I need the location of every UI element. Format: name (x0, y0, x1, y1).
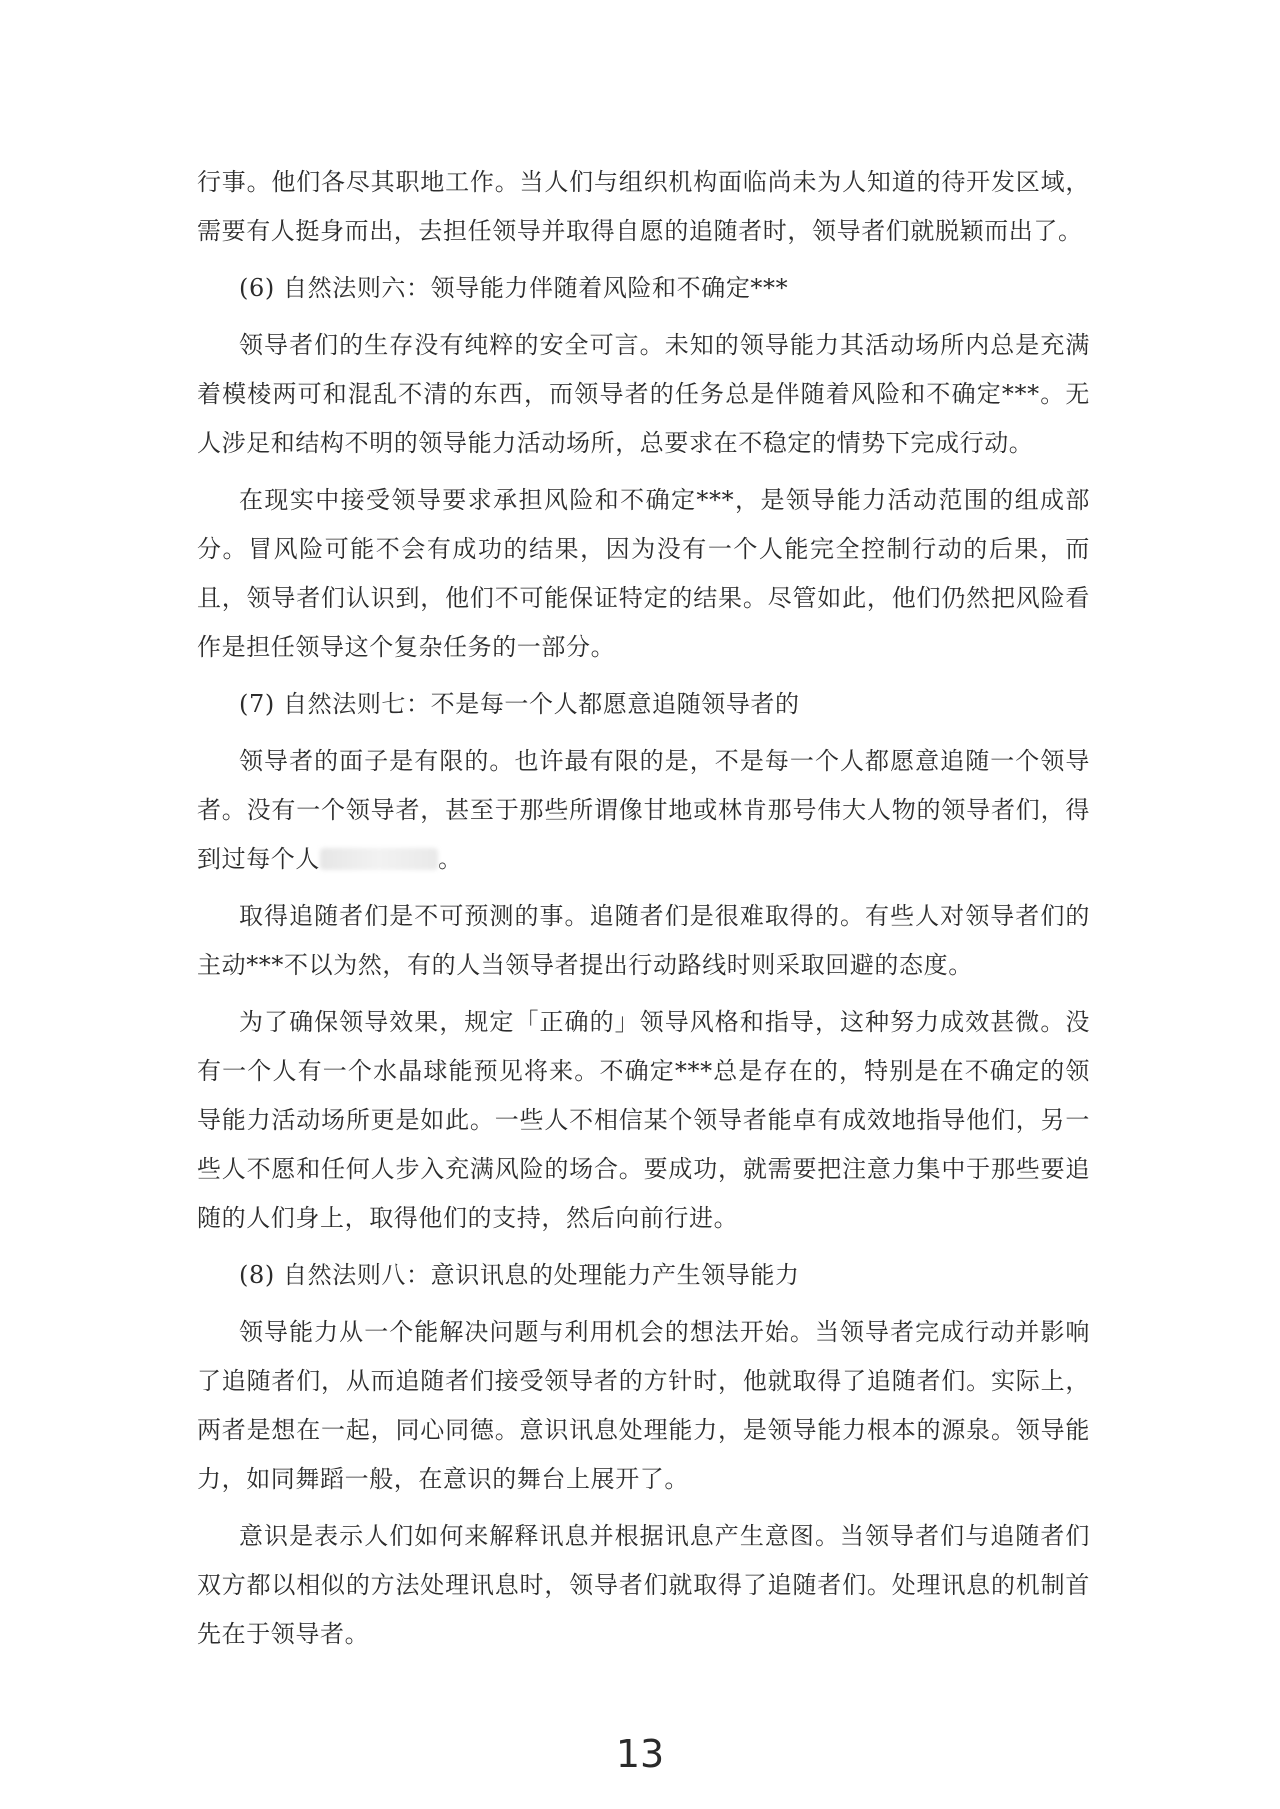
paragraph-8: 意识是表示人们如何来解释讯息并根据讯息产生意图。当领导者们与追随者们双方都以相似的方法处理讯息时，领导者们就取得了追随者们。处理讯息的机制首先在于领导者。 (197, 1522, 1090, 1648)
paragraph-4-tail: 。 (438, 845, 463, 873)
paragraph-1: 行事。他们各尽其职地工作。当人们与组织机构面临尚未为人知道的待开发区域，需要有人挺身而出，去担任领导并取得自愿的追随者时，领导者们就脱颖而出了。 (197, 168, 1090, 245)
paragraph-6: 为了确保领导效果，规定「正确的」领导风格和指导，这种努力成效甚微。没有一个人有一个水晶球能预见将来。不确定***总是存在的，特别是在不确定的领导能力活动场所更是如此。一些人不相信某个领导者能卓有成效地指导他们，另一些人不愿和任何人步入充满风险的场合。要成功，就需要把注意力集中于那些要追随的人们身上，取得他们的支持，然后向前行进。 (197, 1008, 1090, 1232)
paragraph-2: 领导者们的生存没有纯粹的安全可言。未知的领导能力其活动场所内总是充满着模棱两可和混乱不清的东西，而领导者的任务总是伴随着风险和不确定***。无人涉足和结构不明的领导能力活动场所，总要求在不稳定的情势下完成行动。 (197, 331, 1090, 457)
paragraph-7: 领导能力从一个能解决问题与利用机会的想法开始。当领导者完成行动并影响了追随者们，从而追随者们接受领导者的方针时，他就取得了追随者们。实际上，两者是想在一起，同心同德。意识讯息处理能力，是领导能力根本的源泉。领导能力，如同舞蹈一般，在意识的舞台上展开了。 (197, 1318, 1090, 1493)
page-number: 13 (615, 1732, 665, 1776)
section-heading-7: (7) 自然法则七：不是每一个人都愿意追随领导者的 (239, 690, 800, 718)
paragraph-4 (197, 737, 1090, 884)
paragraph-4-text: 领导者的面子是有限的。也许最有限的是，不是每一个人都愿意追随一个领导者。没有一个领导者，甚至于那些所谓像甘地或林肯那号伟大人物的领导者们，得到过每个人 (197, 747, 1090, 873)
blurred-text-region (320, 848, 438, 870)
section-heading-6: (6) 自然法则六：领导能力伴随着风险和不确定*** (239, 274, 789, 302)
paragraph-5: 取得追随者们是不可预测的事。追随者们是很难取得的。有些人对领导者们的主动***不以为然，有的人当领导者提出行动路线时则采取回避的态度。 (197, 902, 1090, 979)
document-body (197, 158, 1090, 1667)
section-heading-8: (8) 自然法则八：意识讯息的处理能力产生领导能力 (239, 1261, 800, 1289)
paragraph-3: 在现实中接受领导要求承担风险和不确定***，是领导能力活动范围的组成部分。冒风险可能不会有成功的结果，因为没有一个人能完全控制行动的后果，而且，领导者们认识到，他们不可能保证特定的结果。尽管如此，他们仍然把风险看作是担任领导这个复杂任务的一部分。 (197, 486, 1090, 661)
